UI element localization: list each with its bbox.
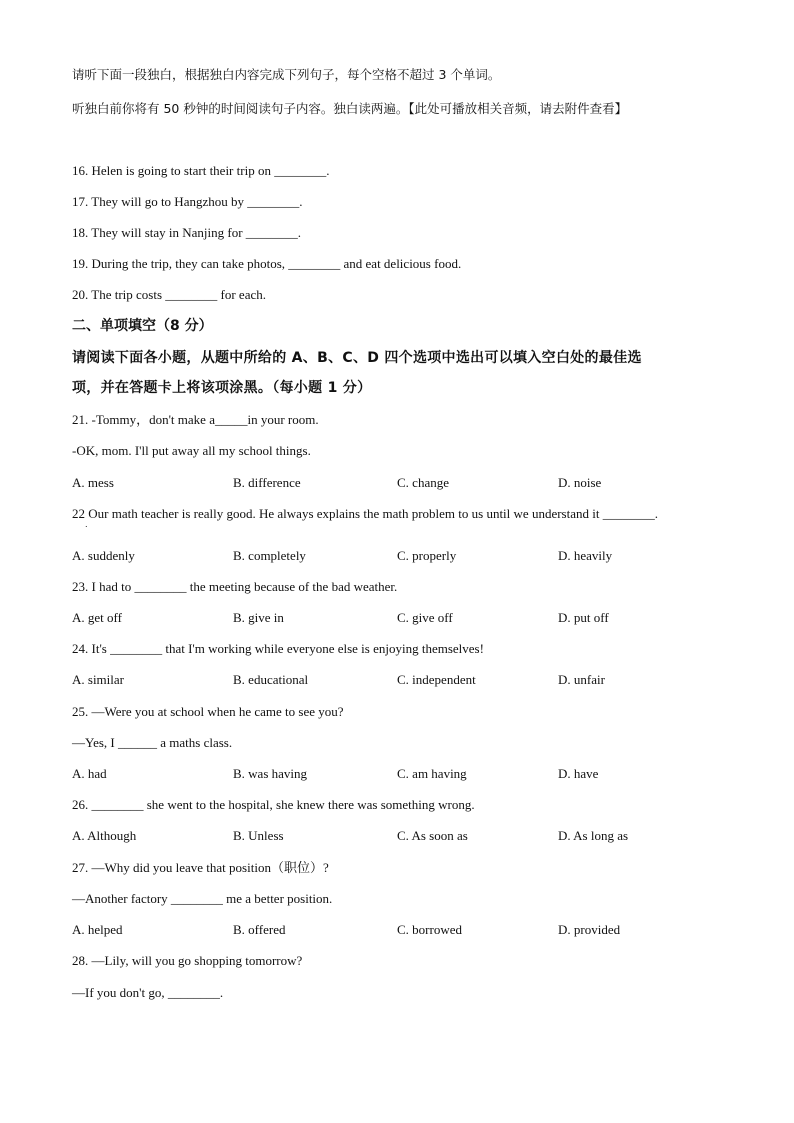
- question-23-option-a[interactable]: A. get off: [72, 610, 122, 625]
- question-24-option-b[interactable]: B. educational: [233, 672, 309, 687]
- question-26-option-d[interactable]: D. As long as: [558, 828, 629, 843]
- question-23-option-d[interactable]: D. put off: [558, 610, 609, 625]
- listening-instruction-2: 听独白前你将有 50 秒钟的时间阅读句子内容。独白读两遍。【此处可播放相关音频，请去附件查看】: [72, 101, 628, 116]
- question-27-stem: 27. —Why did you leave that position（职位）?: [72, 860, 329, 875]
- question-22-option-b[interactable]: B. completely: [233, 548, 306, 563]
- question-22-stem: 22 Our math teacher is really good. He always explains the math problem to us until we understand it ________.: [72, 506, 658, 521]
- question-21-option-b[interactable]: B. difference: [233, 475, 301, 490]
- question-22-option-d[interactable]: D. heavily: [558, 548, 613, 563]
- question-21-option-d[interactable]: D. noise: [558, 475, 602, 490]
- question-21-stem: 21. -Tommy，don't make a_____in your room.: [72, 412, 319, 427]
- question-27-option-c[interactable]: C. borrowed: [397, 922, 462, 937]
- question-21-reply: -OK, mom. I'll put away all my school things.: [72, 443, 311, 458]
- question-26-option-a[interactable]: A. Although: [72, 828, 137, 843]
- question-27-option-b[interactable]: B. offered: [233, 922, 286, 937]
- question-21-option-a[interactable]: A. mess: [72, 475, 114, 490]
- question-26-option-c[interactable]: C. As soon as: [397, 828, 468, 843]
- question-20: 20. The trip costs ________ for each.: [72, 287, 266, 302]
- question-25-stem: 25. —Were you at school when he came to see you?: [72, 704, 344, 719]
- question-22-option-c[interactable]: C. properly: [397, 548, 457, 563]
- question-25-option-c[interactable]: C. am having: [397, 766, 467, 781]
- section-instruction-2: 项，并在答题卡上将该项涂黑。（每小题 1 分）: [72, 380, 372, 396]
- section-instruction-1: 请阅读下面各小题，从题中所给的 A、B、C、D 四个选项中选出可以填入空白处的最佳选: [72, 350, 642, 366]
- question-23-option-c[interactable]: C. give off: [397, 610, 453, 625]
- question-18: 18. They will stay in Nanjing for ________.: [72, 225, 302, 240]
- question-25-option-a[interactable]: A. had: [72, 766, 107, 781]
- question-19: 19. During the trip, they can take photos, ________ and eat delicious food.: [72, 256, 462, 271]
- question-17: 17. They will go to Hangzhou by ________.: [72, 194, 303, 209]
- question-27-option-d[interactable]: D. provided: [558, 922, 621, 937]
- question-27-option-a[interactable]: A. helped: [72, 922, 123, 937]
- question-23-option-b[interactable]: B. give in: [233, 610, 284, 625]
- question-25-option-d[interactable]: D. have: [558, 766, 599, 781]
- stray-dot-mark: .: [85, 520, 88, 529]
- question-24-option-c[interactable]: C. independent: [397, 672, 476, 687]
- question-24-stem: 24. It's ________ that I'm working while everyone else is enjoying themselves!: [72, 641, 484, 656]
- question-22-option-a[interactable]: A. suddenly: [72, 548, 135, 563]
- section-title: 二、单项填空（8 分）: [72, 318, 213, 334]
- question-16: 16. Helen is going to start their trip on ________.: [72, 163, 330, 178]
- question-21-option-c[interactable]: C. change: [397, 475, 449, 490]
- question-24-option-a[interactable]: A. similar: [72, 672, 124, 687]
- listening-instruction-1: 请听下面一段独白，根据独白内容完成下列句子，每个空格不超过 3 个单词。: [72, 67, 501, 82]
- question-23-stem: 23. I had to ________ the meeting because of the bad weather.: [72, 579, 398, 594]
- question-26-option-b[interactable]: B. Unless: [233, 828, 284, 843]
- question-28-reply: —If you don't go, ________.: [72, 985, 224, 1000]
- question-27-reply: —Another factory ________ me a better position.: [72, 891, 333, 906]
- question-25-reply: —Yes, I ______ a maths class.: [72, 735, 233, 750]
- question-26-stem: 26. ________ she went to the hospital, she knew there was something wrong.: [72, 797, 475, 812]
- question-28-stem: 28. —Lily, will you go shopping tomorrow?: [72, 953, 303, 968]
- question-25-option-b[interactable]: B. was having: [233, 766, 308, 781]
- question-24-option-d[interactable]: D. unfair: [558, 672, 605, 687]
